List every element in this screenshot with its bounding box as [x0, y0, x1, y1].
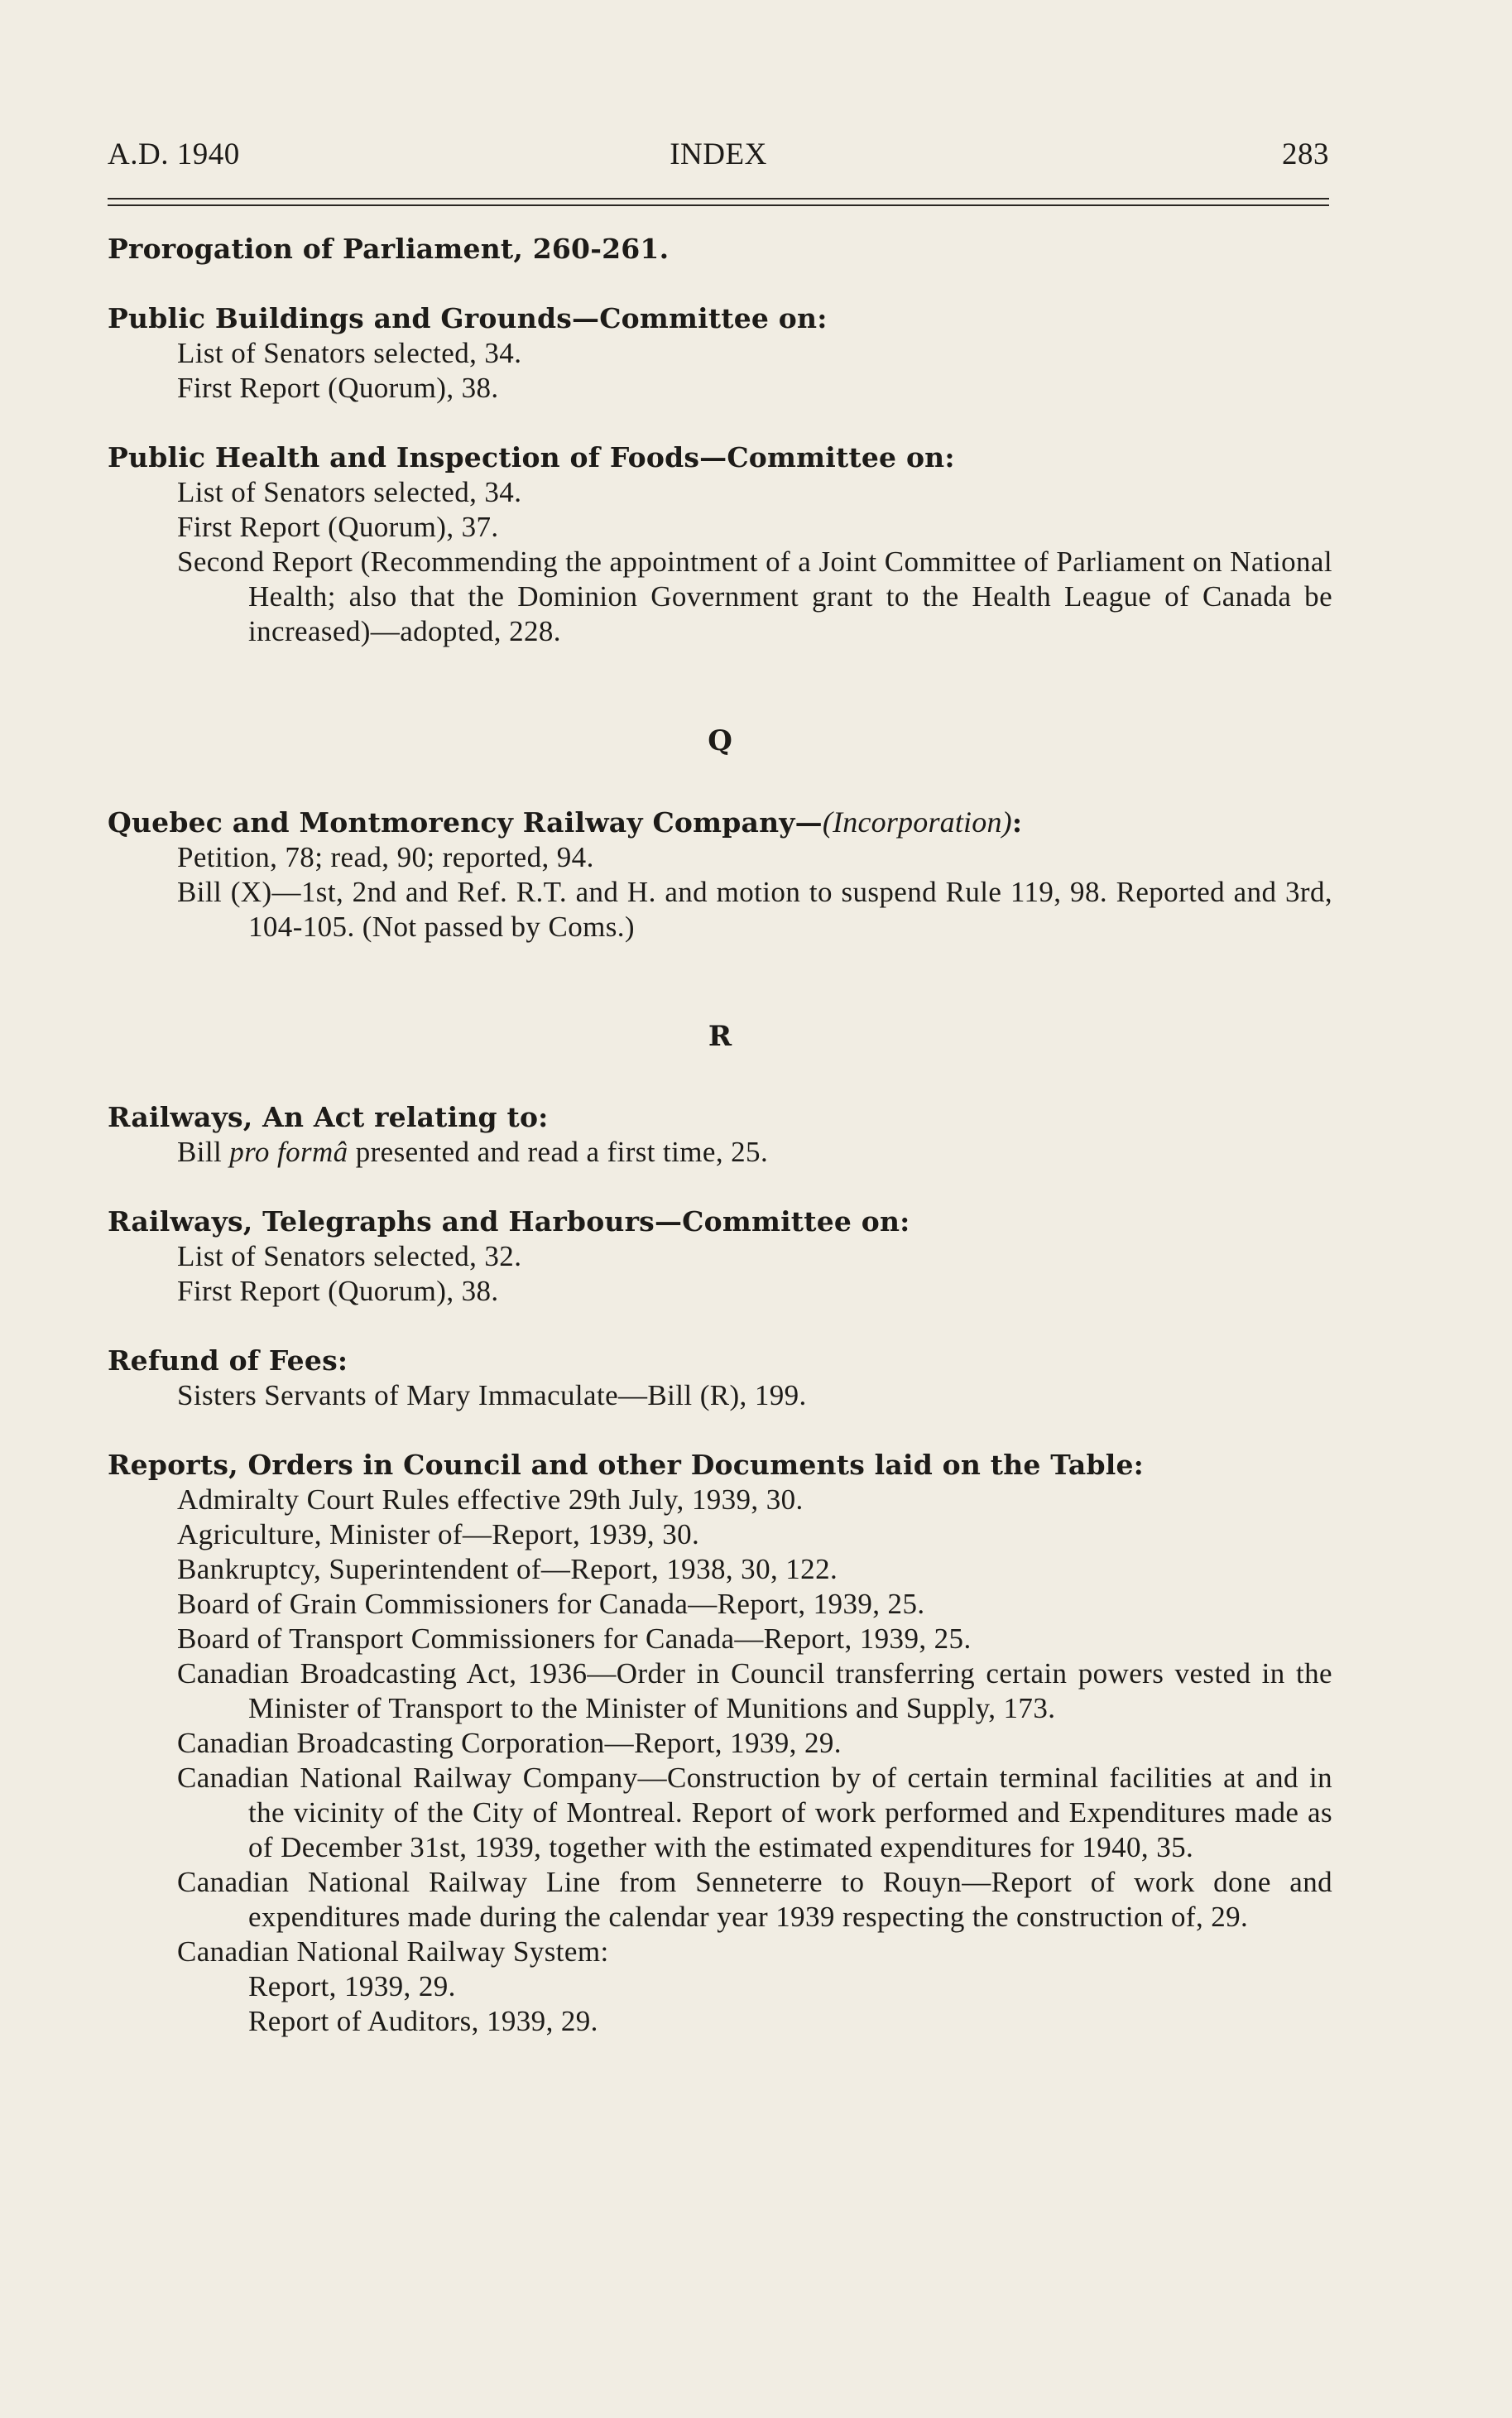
entry-heading-end: :	[1011, 806, 1023, 839]
section-letter-q: Q	[708, 724, 732, 757]
entry-line: First Report (Quorum), 38.	[177, 1275, 499, 1307]
entry-line: Canadian Broadcasting Corporation—Report, 1939, 29.	[177, 1727, 842, 1759]
entry-line: Bankruptcy, Superintendent of—Report, 1938, 30, 122.	[177, 1553, 838, 1585]
index-content	[108, 232, 1332, 2074]
entry-line: List of Senators selected, 32.	[177, 1240, 522, 1272]
entry-subline: Report of Auditors, 1939, 29.	[248, 2005, 598, 2037]
entry-line: Agriculture, Minister of—Report, 1939, 30.	[177, 1518, 700, 1550]
running-head	[108, 137, 1329, 178]
entry-line: Petition, 78; read, 90; reported, 94.	[177, 841, 594, 873]
entry-heading: Refund of Fees:	[108, 1344, 348, 1377]
entry-heading	[108, 805, 1332, 840]
entry-line: List of Senators selected, 34.	[177, 476, 522, 508]
section-letter-r: R	[708, 1020, 732, 1053]
index-entry	[108, 805, 1332, 945]
entry-subline: Report, 1939, 29.	[248, 1970, 456, 2002]
entry-line: First Report (Quorum), 38.	[177, 372, 499, 404]
index-entry	[108, 232, 1332, 267]
index-entry	[108, 440, 1332, 649]
entry-line: Canadian National Railway System:	[177, 1935, 609, 1968]
entry-line	[108, 1135, 1332, 1170]
entry-heading-text: Quebec and Montmorency Railway Company—	[108, 806, 823, 839]
index-entry	[108, 1204, 1332, 1309]
header-rule-bottom	[108, 204, 1329, 206]
entry-line: Bill (X)—1st, 2nd and Ref. R.T. and H. and motion to suspend Rule 119, 98. Reported and 3rd, 104-105. (Not passed by Coms.)	[177, 876, 1332, 943]
index-entry	[108, 1448, 1332, 2039]
index-entry	[108, 1100, 1332, 1170]
entry-line-text: Bill	[177, 1136, 230, 1168]
header-rule-top	[108, 198, 1329, 199]
header-title: INDEX	[670, 137, 767, 171]
entry-heading: Public Health and Inspection of Foods—Committee on:	[108, 441, 955, 474]
entry-line: Canadian Broadcasting Act, 1936—Order in Council transferring certain powers vested in the Minister of Transport to the Minister of Munitions and Supply, 173.	[177, 1657, 1332, 1724]
entry-line: List of Senators selected, 34.	[177, 337, 522, 369]
entry-line: First Report (Quorum), 37.	[177, 511, 499, 543]
entry-line: Board of Transport Commissioners for Canada—Report, 1939, 25.	[177, 1622, 972, 1655]
entry-line: Second Report (Recommending the appointment of a Joint Committee of Parliament on National Health; also that the Dominion Government grant to the Health League of Canada be increased)—adopted, 228.	[177, 546, 1332, 647]
entry-line: Canadian National Railway Company—Construction by of certain terminal facilities at and in the vicinity of the City of Montreal. Report of work performed and Expenditures made as of December 31st, 1939, together with the estimated expenditures for 1940, 35.	[177, 1762, 1332, 1863]
entry-heading: Prorogation of Parliament, 260-261.	[108, 233, 670, 265]
header-year: A.D. 1940	[108, 137, 240, 171]
entry-line: Sisters Servants of Mary Immaculate—Bill (R), 199.	[177, 1379, 807, 1411]
entry-line-italic: pro formâ	[229, 1136, 348, 1168]
entry-heading: Reports, Orders in Council and other Documents laid on the Table:	[108, 1449, 1145, 1481]
entry-heading: Public Buildings and Grounds—Committee on:	[108, 302, 828, 334]
entry-line: Canadian National Railway Line from Senneterre to Rouyn—Report of work done and expenditures made during the calendar year 1939 respecting the construction of, 29.	[177, 1866, 1332, 1933]
entry-heading-italic: (Incorporation)	[822, 805, 1012, 839]
entry-heading: Railways, Telegraphs and Harbours—Committee on:	[108, 1205, 910, 1238]
index-entry	[108, 301, 1332, 406]
entry-heading: Railways, An Act relating to:	[108, 1101, 549, 1133]
entry-line: Board of Grain Commissioners for Canada—Report, 1939, 25.	[177, 1588, 925, 1620]
page-number: 283	[1282, 137, 1329, 171]
index-entry	[108, 1344, 1332, 1413]
entry-line-text: presented and read a first time, 25.	[348, 1136, 769, 1168]
entry-line: Admiralty Court Rules effective 29th July, 1939, 30.	[177, 1483, 804, 1516]
